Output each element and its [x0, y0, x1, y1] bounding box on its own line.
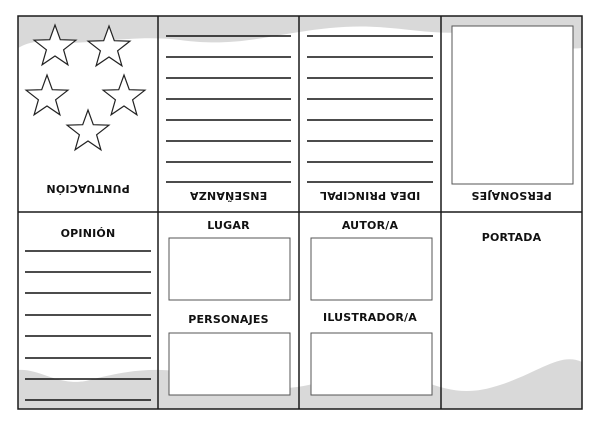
personajes-drawing-box-top [452, 26, 573, 184]
label-personajes-bottom: PERSONAJES [188, 313, 269, 326]
label-autor: AUTOR/A [341, 219, 399, 232]
personajes-drawing-box-bottom [169, 333, 290, 395]
label-ensenanza: ENSEÑANZA [189, 189, 268, 202]
label-opinion: OPINIÓN [60, 227, 116, 240]
ilustrador-box [311, 333, 432, 395]
label-puntuacion: PUNTUACIÓN [46, 182, 130, 195]
label-ilustrador: ILUSTRADOR/A [323, 311, 417, 324]
label-personajes-top: PERSONAJES [471, 189, 552, 202]
writing-lines-ensenanza [166, 36, 291, 182]
lugar-drawing-box [169, 238, 290, 300]
writing-lines-idea-principal [307, 36, 433, 182]
rating-star-4 [103, 75, 145, 115]
autor-box [311, 238, 432, 300]
label-idea-principal: IDEA PRINCIPAL [319, 189, 421, 202]
rating-star-3 [26, 75, 68, 115]
label-lugar: LUGAR [207, 219, 250, 232]
bottom-wave-decoration [18, 359, 582, 409]
rating-stars-group [26, 25, 145, 150]
label-portada: PORTADA [481, 231, 542, 244]
rating-star-5 [67, 110, 109, 150]
